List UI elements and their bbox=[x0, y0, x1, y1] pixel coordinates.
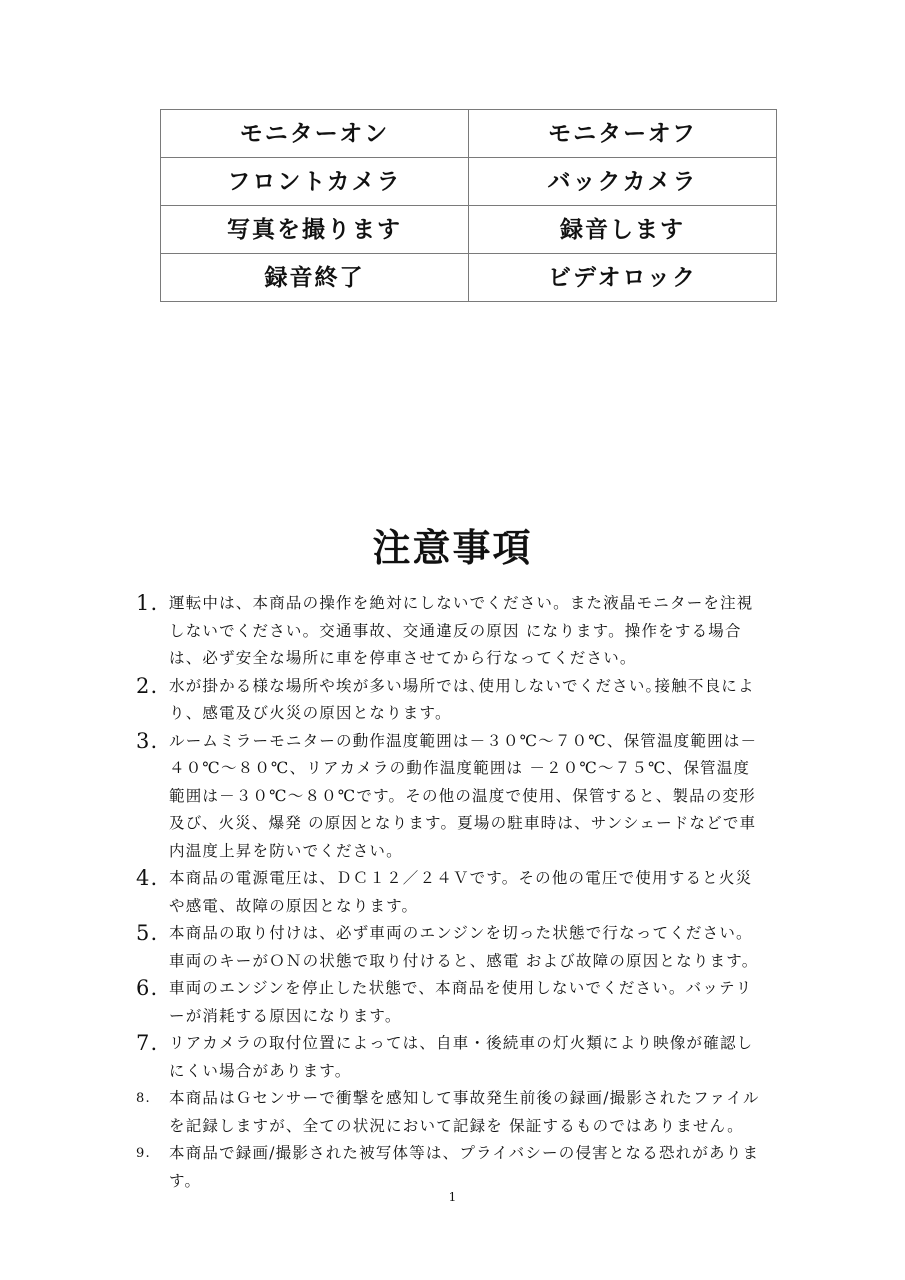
item-text: 本商品の取り付けは、必ず車両のエンジンを切った状態で行なってください。車両のキーがＯＮの状態で取り付けると、感電 および故障の原因となります。 bbox=[169, 924, 759, 970]
caution-item bbox=[0, 1140, 761, 1195]
table-row bbox=[161, 110, 777, 158]
item-text: 本商品で録画/撮影された被写体等は、プライバシーの侵害となる恐れがあります。 bbox=[169, 1144, 760, 1190]
caution-item bbox=[0, 673, 761, 728]
table-cell: 録音終了 bbox=[161, 254, 469, 302]
caution-list bbox=[0, 590, 905, 1195]
item-text: リアカメラの取付位置によっては、自車・後続車の灯火類により映像が確認しにくい場合があります。 bbox=[169, 1034, 754, 1080]
table-cell: フロントカメラ bbox=[161, 158, 469, 206]
caution-item bbox=[0, 975, 761, 1030]
caution-item bbox=[0, 590, 761, 673]
caution-item bbox=[0, 920, 761, 975]
item-number: 5. bbox=[136, 921, 159, 945]
item-text: ルームミラーモニターの動作温度範囲は－３０℃～７０℃、保管温度範囲は－４０℃～８０℃、リアカメラの動作温度範囲は －２０℃～７５℃、保管温度範囲は－３０℃～８０℃です。その他の温度で使用、保管すると、製品の変形及び、火災、爆発 の原因となります。夏場の駐車時は、サンシェードなどで車内温度上昇を防いでください。 bbox=[169, 731, 758, 860]
item-text: 本商品の電源電圧は、ＤＣ１２／２４Ｖです。その他の電圧で使用すると火災や感電、故障の原因となります。 bbox=[169, 869, 753, 915]
page-number: 1 bbox=[448, 1190, 457, 1204]
table-cell: 録音します bbox=[469, 206, 777, 254]
item-number: 6. bbox=[136, 976, 159, 1000]
table-cell: モニターオフ bbox=[469, 110, 777, 158]
item-text: 車両のエンジンを停止した状態で、本商品を使用しないでください。バッテリーが消耗する原因になります。 bbox=[169, 979, 753, 1025]
caution-item bbox=[0, 728, 761, 866]
item-number: 1. bbox=[136, 591, 159, 615]
table-row bbox=[161, 206, 777, 254]
item-text: 本商品はＧセンサーで衝撃を感知して事故発生前後の録画/撮影されたファイルを記録しますが、全ての状況において記録を 保証するものではありません。 bbox=[169, 1089, 760, 1135]
table-row bbox=[161, 158, 777, 206]
caution-item bbox=[0, 865, 761, 920]
page-title: 注意事項 bbox=[372, 525, 533, 570]
table-cell: 写真を撮ります bbox=[161, 206, 469, 254]
item-number: 9. bbox=[136, 1146, 151, 1161]
item-number: 4. bbox=[136, 866, 159, 890]
table-cell: モニターオン bbox=[161, 110, 469, 158]
caution-item bbox=[0, 1085, 761, 1140]
item-text: 運転中は、本商品の操作を絶対にしないでください。また液晶モニターを注視しないでください。交通事故、交通違反の原因 になります。操作をする場合は、必ず安全な場所に車を停車させてから行なってください。 bbox=[169, 594, 754, 667]
item-number: 8. bbox=[136, 1091, 151, 1106]
command-table bbox=[160, 109, 777, 302]
item-text: 水が掛かる様な場所や埃が多い場所では､使用しないでください｡接触不良により、感電及び火災の原因となります。 bbox=[169, 676, 755, 722]
table-cell: ビデオロック bbox=[469, 254, 777, 302]
table-row bbox=[161, 254, 777, 302]
caution-item bbox=[0, 1030, 761, 1085]
table-cell: バックカメラ bbox=[469, 158, 777, 206]
item-number: 3. bbox=[136, 728, 159, 753]
item-number: 7. bbox=[136, 1031, 159, 1055]
item-number: 2. bbox=[136, 673, 159, 698]
